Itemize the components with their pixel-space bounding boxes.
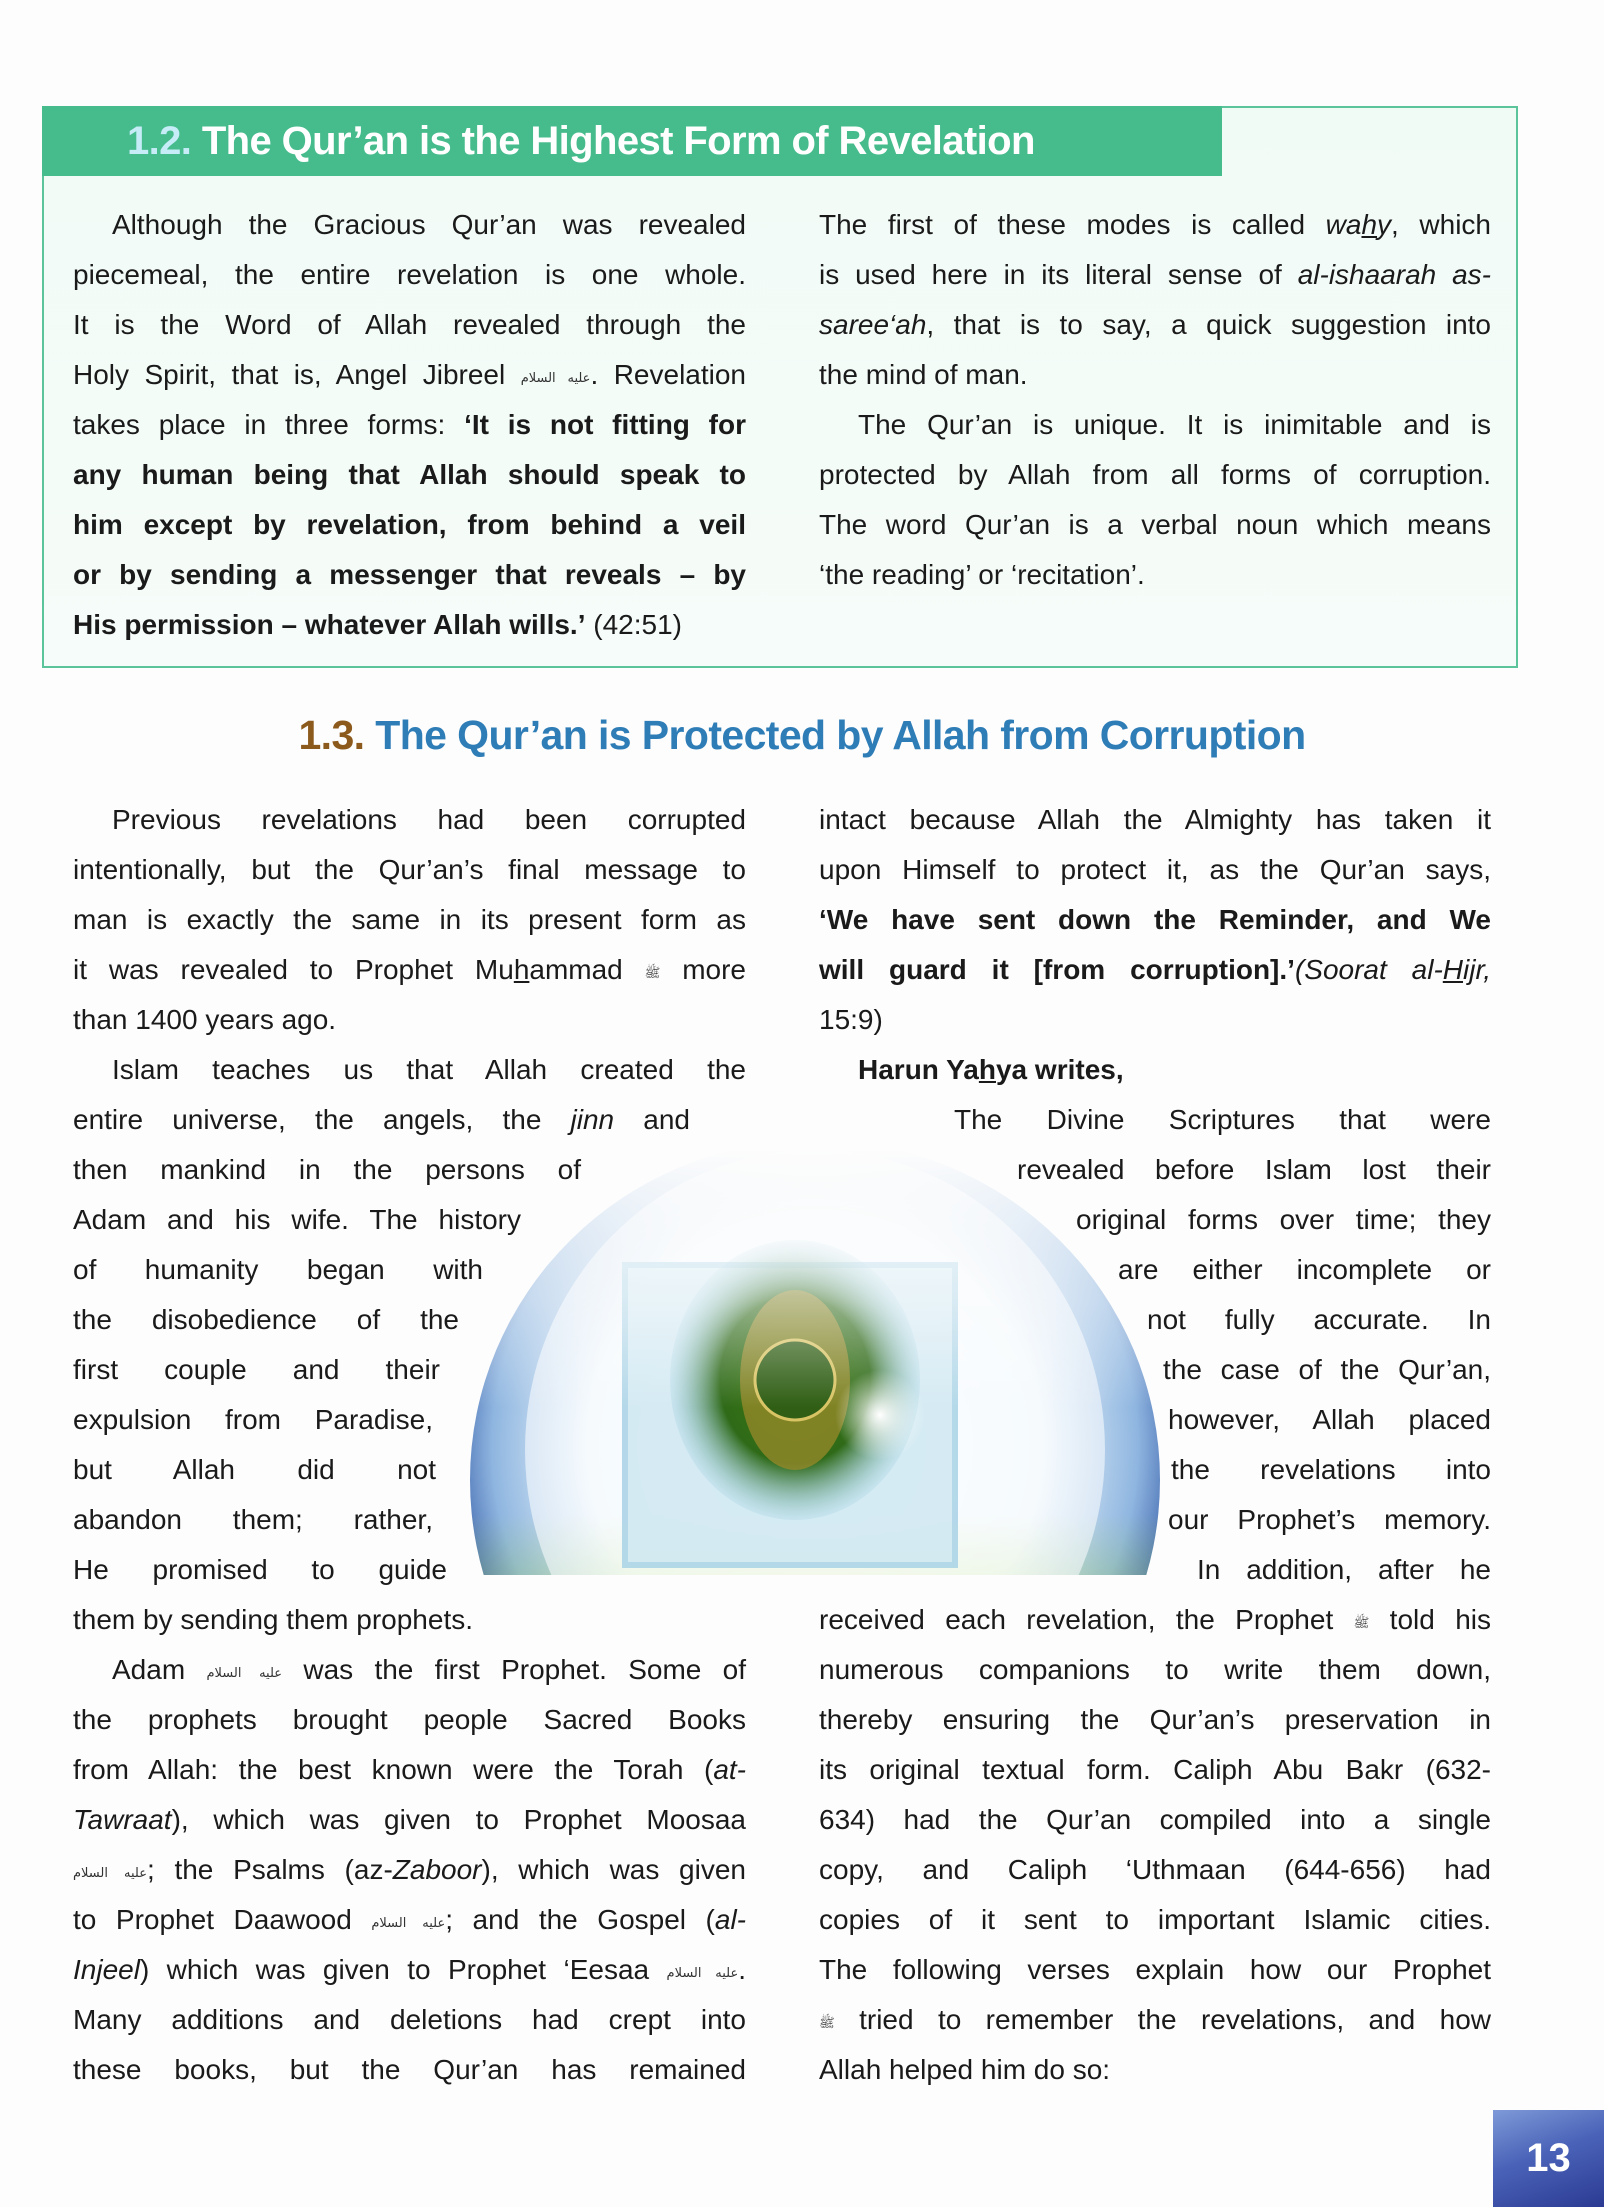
text-line	[73, 300, 746, 350]
text-line	[73, 600, 746, 650]
quran-sphere-illustration	[460, 1150, 1170, 1580]
text-line	[73, 1395, 433, 1445]
text-run: Previous revelations had been corrupted	[112, 804, 746, 835]
text-line	[819, 1595, 1491, 1645]
text-line	[73, 1445, 436, 1495]
text-run: told his	[1369, 1604, 1491, 1635]
text-run: He promised to guide	[73, 1554, 447, 1585]
text-line	[73, 1345, 440, 1395]
text-line	[73, 1695, 746, 1745]
text-line	[73, 995, 746, 1045]
text-run: than 1400 years ago.	[73, 1004, 337, 1035]
text-run: takes place in three forms:	[73, 409, 465, 440]
text-run: abandon them; rather,	[73, 1504, 433, 1535]
text-run: and	[614, 1104, 691, 1135]
text-line	[73, 1545, 447, 1595]
text-run: 634) had the Qur’an compiled into a single	[819, 1804, 1491, 1835]
text-run: , which	[1391, 209, 1491, 240]
text-line	[112, 1645, 746, 1695]
text-line	[819, 200, 1491, 250]
text-line	[819, 845, 1491, 895]
text-line	[1163, 1345, 1491, 1395]
text-run: Harun Ya	[858, 1054, 979, 1085]
text-line	[1168, 1395, 1491, 1445]
text-run: The word Qur’an is a verbal noun which means	[819, 509, 1491, 540]
text-run: ) which was given to Prophet ‘Eesaa	[139, 1954, 667, 1985]
text-line	[819, 945, 1491, 995]
text-run: of humanity began with	[73, 1254, 483, 1285]
text-run: copies of it sent to important Islamic cities.	[819, 1904, 1491, 1935]
text-run: Injeel	[73, 1954, 140, 1985]
text-line	[73, 1945, 746, 1995]
text-run: h	[978, 1054, 996, 1085]
text-run: His permission – whatever Allah wills.’	[73, 609, 586, 640]
text-run: at-	[713, 1754, 746, 1785]
honorific-glyph: ﷺ	[1353, 1616, 1370, 1631]
text-run: ijr,	[1463, 954, 1492, 985]
text-line	[819, 500, 1491, 550]
text-line	[819, 300, 1491, 350]
text-run: (42:51)	[585, 609, 682, 640]
text-run: are either incomplete or	[1118, 1254, 1491, 1285]
text-run: revealed before Islam lost their	[1017, 1154, 1491, 1185]
text-run: or by sending a messenger that reveals – by	[73, 559, 746, 590]
honorific-glyph: عليه السلام	[206, 1666, 283, 1681]
text-run: al-ishaarah as-	[1297, 259, 1492, 290]
section-title: The Qur’an is the Highest Form of Revelation	[191, 119, 1035, 163]
text-run: first couple and their	[73, 1354, 440, 1385]
text-line	[819, 895, 1491, 945]
text-run: In addition, after he	[1197, 1554, 1491, 1585]
honorific-glyph: عليه السلام	[371, 1916, 446, 1931]
text-line	[73, 895, 746, 945]
text-run: y	[1377, 209, 1392, 240]
section-heading-1-3	[0, 712, 1604, 759]
honorific-glyph: عليه السلام	[520, 371, 591, 386]
text-run: Although the Gracious Qur’an was revealed	[112, 209, 746, 240]
honorific-glyph: عليه السلام	[666, 1966, 739, 1981]
text-run: however, Allah placed	[1168, 1404, 1491, 1435]
text-run: 15:9)	[819, 1004, 883, 1035]
text-line	[819, 1845, 1491, 1895]
text-line	[819, 995, 1491, 1045]
text-line	[73, 845, 746, 895]
text-run: ), which was given	[481, 1854, 746, 1885]
text-line	[73, 1145, 581, 1195]
text-run: these books, but the Qur’an has remained	[73, 2054, 746, 2085]
text-line	[1147, 1295, 1491, 1345]
text-run: him except by revelation, from behind a veil	[73, 509, 746, 540]
text-run: original forms over time; they	[1076, 1204, 1491, 1235]
text-run: intentionally, but the Qur’an’s final message to	[73, 854, 746, 885]
text-run: from Allah: the best known were the Torah (	[73, 1754, 714, 1785]
text-run: Holy Spirit, that is, Angel Jibreel	[73, 359, 521, 390]
text-line	[112, 1045, 746, 1095]
text-run: ya writes,	[995, 1054, 1124, 1085]
text-run: al-	[714, 1904, 747, 1935]
text-line	[73, 945, 746, 995]
text-run: The Divine Scriptures that were	[954, 1104, 1491, 1135]
text-line	[73, 1995, 746, 2045]
text-run: H	[1442, 954, 1464, 985]
text-line	[73, 1595, 746, 1645]
text-line	[73, 1295, 459, 1345]
text-line	[73, 1895, 746, 1945]
text-run: upon Himself to protect it, as the Qur’an says,	[819, 854, 1491, 885]
text-run: , that is to say, a quick suggestion into	[926, 309, 1491, 340]
text-run: the revelations into	[1171, 1454, 1491, 1485]
text-line	[73, 450, 746, 500]
text-run: more	[660, 954, 746, 985]
section-title: The Qur’an is Protected by Allah from Corruption	[364, 712, 1306, 758]
text-run: ), which was given to Prophet Moosaa	[171, 1804, 746, 1835]
text-line	[1171, 1445, 1491, 1495]
text-line	[819, 1695, 1491, 1745]
text-line	[819, 1995, 1491, 2045]
text-run: will guard it [from corruption].’	[819, 954, 1295, 985]
text-line	[73, 250, 746, 300]
text-line	[112, 200, 746, 250]
text-line	[73, 1495, 433, 1545]
text-line	[819, 450, 1491, 500]
text-run: received each revelation, the Prophet	[819, 1604, 1354, 1635]
text-run: the case of the Qur’an,	[1163, 1354, 1491, 1385]
text-run: h	[1361, 209, 1378, 240]
text-run: to Prophet Daawood	[73, 1904, 372, 1935]
text-line	[73, 350, 746, 400]
text-line	[819, 795, 1491, 845]
text-run: our Prophet’s memory.	[1168, 1504, 1491, 1535]
text-line	[858, 1045, 1491, 1095]
text-run: h	[513, 954, 530, 985]
text-line	[73, 1095, 690, 1145]
text-run: Adam	[112, 1654, 207, 1685]
text-run: ‘We have sent down the Reminder, and We	[819, 904, 1491, 935]
text-line	[819, 2045, 1491, 2095]
text-run: Many additions and deletions had crept into	[73, 2004, 746, 2035]
text-line	[819, 1895, 1491, 1945]
text-run: jinn	[570, 1104, 615, 1135]
text-run: expulsion from Paradise,	[73, 1404, 433, 1435]
section-number: 1.2.	[127, 119, 192, 163]
text-line	[73, 400, 746, 450]
text-run: but Allah did not	[73, 1454, 436, 1485]
text-line	[819, 550, 1491, 600]
text-run: the prophets brought people Sacred Books	[73, 1704, 746, 1735]
text-run: (Soorat al-	[1294, 954, 1443, 985]
text-line	[73, 1745, 746, 1795]
text-line	[73, 2045, 746, 2095]
text-run: then mankind in the persons of	[73, 1154, 581, 1185]
text-line	[1017, 1145, 1491, 1195]
text-run: entire universe, the angels, the	[73, 1104, 571, 1135]
text-run: Adam and his wife. The history	[73, 1204, 521, 1235]
text-run: piecemeal, the entire revelation is one whole.	[73, 259, 746, 290]
text-run: its original textual form. Caliph Abu Bakr (632-	[819, 1754, 1491, 1785]
text-line	[73, 1795, 746, 1845]
honorific-glyph: ﷺ	[644, 966, 661, 981]
text-run: the disobedience of the	[73, 1304, 459, 1335]
text-run: is used here in its literal sense of	[819, 259, 1298, 290]
text-run: Allah helped him do so:	[819, 2054, 1111, 2085]
text-run: protected by Allah from all forms of corruption.	[819, 459, 1491, 490]
text-run: any human being that Allah should speak to	[73, 459, 746, 490]
text-run: It is the Word of Allah revealed through the	[73, 309, 746, 340]
text-run: intact because Allah the Almighty has taken it	[819, 804, 1491, 835]
text-run: not fully accurate. In	[1147, 1304, 1491, 1335]
text-line	[954, 1095, 1491, 1145]
text-run: copy, and Caliph ‘Uthmaan (644-656) had	[819, 1854, 1491, 1885]
text-line	[1197, 1545, 1491, 1595]
text-run: it was revealed to Prophet Mu	[73, 954, 514, 985]
text-run: Zaboor	[392, 1854, 482, 1885]
text-run: . Revelation	[590, 359, 747, 390]
section-heading-1-2	[42, 106, 1222, 176]
text-run: was the first Prophet. Some of	[282, 1654, 747, 1685]
text-run: thereby ensuring the Qur’an’s preservation in	[819, 1704, 1491, 1735]
honorific-glyph: ﷺ	[819, 2016, 835, 2031]
text-line	[819, 1945, 1491, 1995]
text-line	[1076, 1195, 1491, 1245]
text-line	[819, 350, 1491, 400]
text-run: ; the Psalms (az-	[146, 1854, 393, 1885]
text-line	[819, 1745, 1491, 1795]
text-line	[858, 400, 1491, 450]
text-line	[819, 250, 1491, 300]
text-run: The Qur’an is unique. It is inimitable and is	[858, 409, 1491, 440]
text-line	[819, 1795, 1491, 1845]
honorific-glyph: عليه السلام	[73, 1866, 147, 1881]
section-number: 1.3.	[298, 712, 365, 758]
text-run: ‘It is not fitting for	[464, 409, 746, 440]
text-run: wa	[1325, 209, 1362, 240]
text-run: Islam teaches us that Allah created the	[112, 1054, 746, 1085]
text-line	[73, 1245, 483, 1295]
text-run: numerous companions to write them down,	[819, 1654, 1491, 1685]
text-line	[1118, 1245, 1491, 1295]
text-line	[73, 550, 746, 600]
text-run: The following verses explain how our Prophet	[819, 1954, 1491, 1985]
text-run: them by sending them prophets.	[73, 1604, 474, 1635]
text-line	[819, 1645, 1491, 1695]
text-line	[1168, 1495, 1491, 1545]
text-run: The first of these modes is called	[819, 209, 1326, 240]
text-run: .	[738, 1954, 746, 1985]
page-number: 13	[1493, 2110, 1604, 2207]
text-run: man is exactly the same in its present form as	[73, 904, 746, 935]
text-line	[73, 1845, 746, 1895]
text-run: the mind of man.	[819, 359, 1028, 390]
text-run: ‘the reading’ or ‘recitation’.	[819, 559, 1145, 590]
text-line	[112, 795, 746, 845]
text-run: tried to remember the revelations, and how	[834, 2004, 1491, 2035]
text-line	[73, 500, 746, 550]
text-run: ; and the Gospel (	[445, 1904, 715, 1935]
text-line	[73, 1195, 521, 1245]
text-run: ammad	[529, 954, 645, 985]
text-run: Tawraat	[73, 1804, 172, 1835]
text-run: saree‘ah	[819, 309, 927, 340]
